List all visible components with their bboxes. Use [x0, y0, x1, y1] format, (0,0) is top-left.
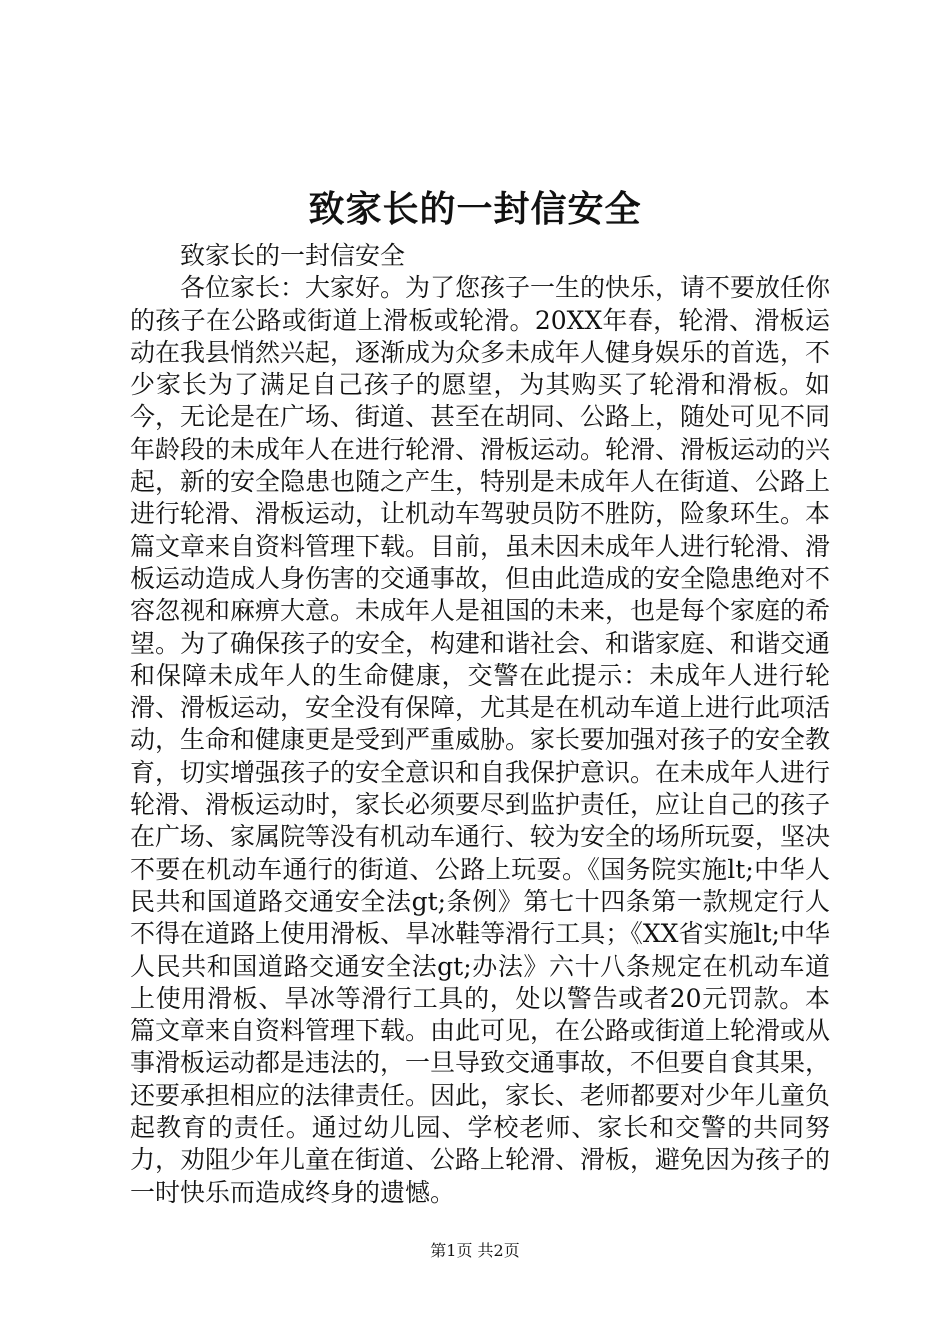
subtitle-paragraph: 致家长的一封信安全	[180, 241, 406, 270]
page-footer: 第1页 共2页	[430, 1241, 520, 1260]
document-body	[130, 240, 830, 1209]
body-paragraph: 各位家长：大家好。为了您孩子一生的快乐，请不要放任你的孩子在公路或街道上滑板或轮滑。20XX年春，轮滑、滑板运动在我县悄然兴起，逐渐成为众多未成年人健身娱乐的首选，不少家长为了满足自己孩子的愿望，为其购买了轮滑和滑板。如今，无论是在广场、街道、甚至在胡同、公路上，随处可见不同年龄段的未成年人在进行轮滑、滑板运动。轮滑、滑板运动的兴起，新的安全隐患也随之产生，特别是未成年人在街道、公路上进行轮滑、滑板运动，让机动车驾驶员防不胜防，险象环生。本篇文章来自资料管理下载。目前，虽未因未成年人进行轮滑、滑板运动造成人身伤害的交通事故，但由此造成的安全隐患绝对不容忽视和麻痹大意。未成年人是祖国的未来，也是每个家庭的希望。为了确保孩子的安全，构建和谐社会、和谐家庭、和谐交通和保障未成年人的生命健康，交警在此提示：未成年人进行轮滑、滑板运动，安全没有保障，尤其是在机动车道上进行此项活动，生命和健康更是受到严重威胁。家长要加强对孩子的安全教育，切实增强孩子的安全意识和自我保护意识。在未成年人进行轮滑、滑板运动时，家长必须要尽到监护责任，应让自己的孩子在广场、家属院等没有机动车通行、较为安全的场所玩耍，坚决不要在机动车通行的街道、公路上玩耍。《国务院实施lt;中华人民共和国道路交通安全法gt;条例》第七十四条第一款规定行人不得在道路上使用滑板、旱冰鞋等滑行工具；《XX省实施lt;中华人民共和国道路交通安全法gt;办法》六十八条规定在机动车道上使用滑板、旱冰等滑行工具的，处以警告或者20元罚款。本篇文章来自资料管理下载。由此可见，在公路或街道上轮滑或从事滑板运动都是违法的，一旦导致交通事故，不但要自食其果，还要承担相应的法律责任。因此，家长、老师都要对少年儿童负起教育的责任。通过幼儿园、学校老师、家长和交警的共同努力，劝阻少年儿童在街道、公路上轮滑、滑板，避免因为孩子的一时快乐而造成终身的遗憾。	[130, 273, 831, 1207]
page-title: 致家长的一封信安全	[308, 188, 642, 230]
